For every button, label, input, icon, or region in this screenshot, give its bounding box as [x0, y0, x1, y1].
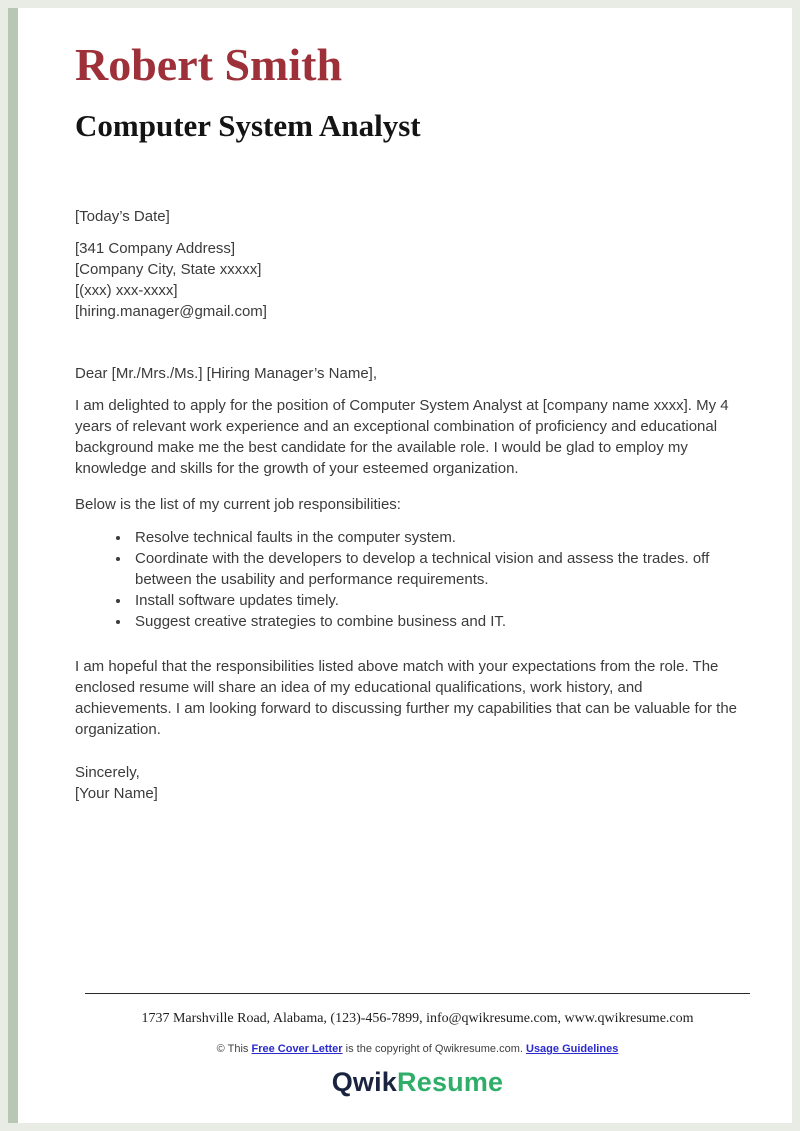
signoff: Sincerely, — [75, 763, 140, 781]
address-line: [Company City, State xxxxx] — [75, 260, 262, 278]
responsibility-item: • Suggest creative strategies to combine business and IT. — [131, 611, 742, 632]
salutation: Dear [Mr./Mrs./Ms.] [Hiring Manager’s Name], — [75, 364, 378, 382]
logo-qwik-text: Qwik — [331, 1067, 398, 1097]
responsibilities-intro: Below is the list of my current job responsibilities: — [75, 495, 401, 513]
responsibility-item: • Install software updates timely. — [131, 590, 742, 611]
footer-contact-line: 1737 Marshville Road, Alabama, (123)-456-7899, info@qwikresume.com, www.qwikresume.com — [141, 1011, 694, 1026]
letter-date: [Today’s Date] — [75, 207, 170, 225]
signature-name: [Your Name] — [75, 784, 158, 802]
page-footer — [85, 993, 750, 1098]
closing-paragraph: I am hopeful that the responsibilities listed above match with your expectations from the role. The enclosed resume will share an idea of my educational qualifications, work history, and achievements. I am looking forward to discussing further my capabilities that can be valuable for the organization. — [75, 657, 738, 738]
copyright-line — [85, 1043, 750, 1055]
copyright-middle: is the copyright of Qwikresume.com. — [345, 1043, 523, 1055]
footer-divider — [85, 993, 750, 994]
left-accent-stripe — [8, 8, 18, 1123]
document-page — [18, 8, 792, 1123]
job-title: Computer System Analyst — [75, 107, 421, 143]
free-cover-letter-link[interactable]: Free Cover Letter — [251, 1043, 343, 1055]
address-line: [341 Company Address] — [75, 239, 236, 257]
responsibility-item: • Coordinate with the developers to develop a technical vision and assess the trades. off between the usability and performance requirements. — [131, 548, 742, 590]
recipient-address-block — [75, 238, 742, 322]
letter-content — [18, 8, 792, 804]
address-line: [hiring.manager@gmail.com] — [75, 302, 267, 320]
qwikresume-logo — [85, 1067, 750, 1098]
logo-resume-text: Resume — [397, 1067, 504, 1097]
signoff-block — [75, 762, 742, 804]
address-line: [(xxx) xxx-xxxx] — [75, 281, 178, 299]
candidate-name: Robert Smith — [75, 39, 343, 90]
responsibility-item: • Resolve technical faults in the computer system. — [131, 527, 742, 548]
usage-guidelines-link[interactable]: Usage Guidelines — [526, 1043, 619, 1055]
responsibilities-list — [75, 527, 742, 632]
copyright-prefix: © This — [216, 1043, 249, 1055]
intro-paragraph: I am delighted to apply for the position of Computer System Analyst at [company name xxxx]. My 4 years of relevant work experience and an exceptional combination of proficiency and educational background make me the best candidate for the available role. I would be glad to employ my knowledge and skills for the growth of your esteemed organization. — [75, 396, 729, 477]
